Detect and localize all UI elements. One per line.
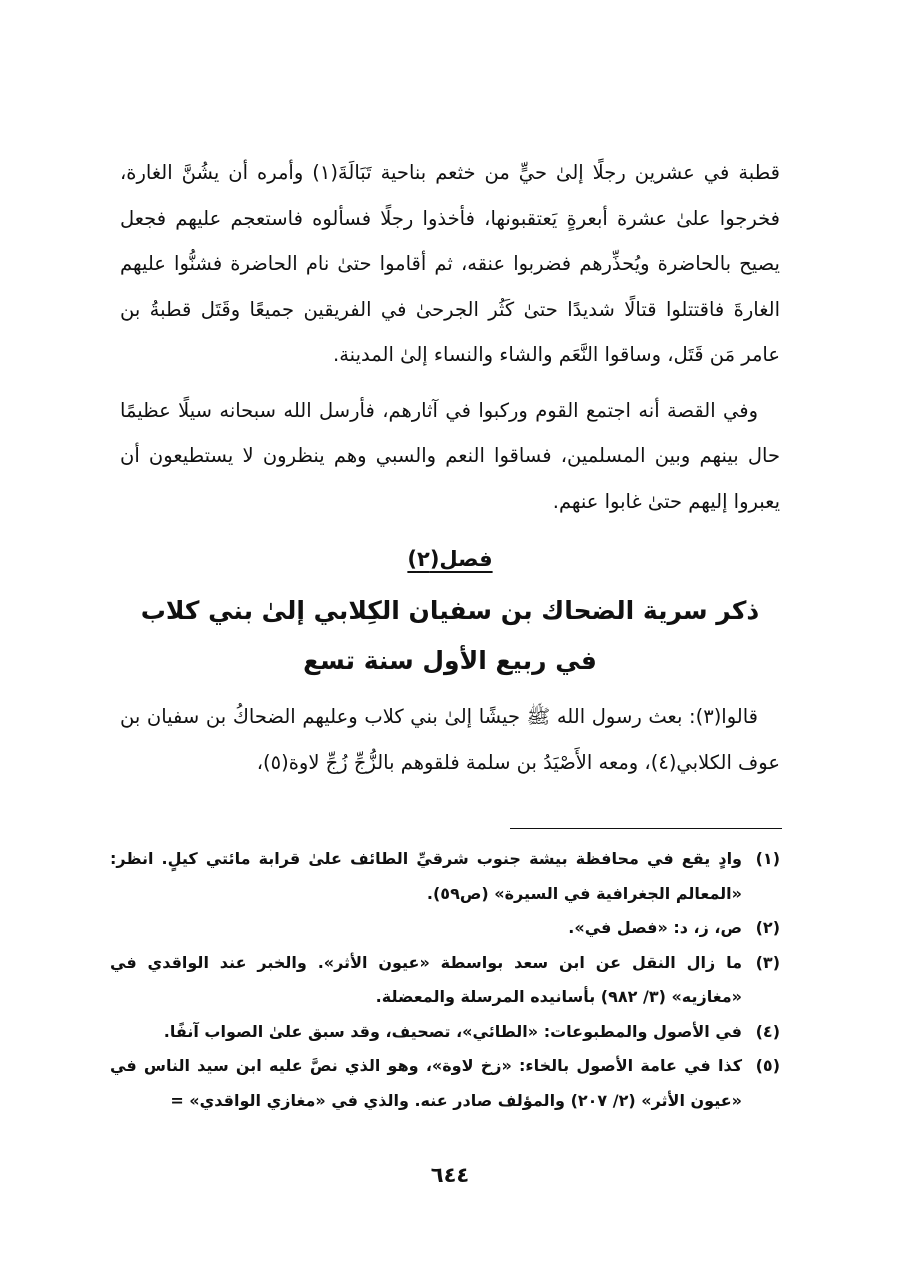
section-title-line-1: ذكر سرية الضحاك بن سفيان الكِلابي إلىٰ بني كلاب xyxy=(140,596,760,625)
paragraph-3: قالوا(٣): بعث رسول الله ﷺ جيشًا إلىٰ بني كلاب وعليهم الضحاكُ بن سفيان بن عوف الكلابي(٤)، ومعه الأَصْيَدُ بن سلمة فلقوهم بالزُّجِّ زُجِّ لاوة(٥)، xyxy=(120,705,780,774)
footnote-5 xyxy=(110,1049,780,1118)
footnote-number: (٥) xyxy=(755,1056,780,1075)
footnote-number: (٢) xyxy=(755,918,780,937)
page-number: ٦٤٤ xyxy=(430,1163,470,1187)
footnote-2 xyxy=(110,911,780,946)
footnote-3 xyxy=(110,946,780,1015)
footnote-number: (٤) xyxy=(755,1021,780,1041)
footnote-text: وادٍ يقع في محافظة بيشة جنوب شرقيِّ الطائف علىٰ قرابة مائتي كيلٍ. انظر: «المعالم الجغرافية في السيرة» (ص٥٩). xyxy=(110,849,742,903)
main-text xyxy=(120,150,780,785)
paragraph-2: وفي القصة أنه اجتمع القوم وركبوا في آثارهم، فأرسل الله سبحانه سيلًا عظيمًا حال بينهم وبين المسلمين، فساقوا النعم والسبي وهم ينظرون لا يستطيعون أن يعبروا إليهم حتىٰ غابوا عنهم. xyxy=(120,398,780,513)
footnote-divider xyxy=(510,828,782,829)
footnote-text: في الأصول والمطبوعات: «الطائي»، تصحيف، وقد سبق علىٰ الصواب آنفًا. xyxy=(163,1021,742,1041)
footnote-4 xyxy=(110,1015,780,1050)
footnote-text: ص، ز، د: «فصل في». xyxy=(568,918,742,937)
section-label: فصل(٢) xyxy=(407,547,493,571)
footnote-number: (٣) xyxy=(755,952,780,972)
footnote-text: كذا في عامة الأصول بالخاء: «زخ لاوة»، وهو الذي نصَّ عليه ابن سيد الناس في «عيون الأثر» (٢/ ٢٠٧) والمؤلف صادر عنه. والذي في «مغازي الواقدي» = xyxy=(110,1056,742,1110)
section-title-line-2: في ربيع الأول سنة تسع xyxy=(303,646,597,675)
footnote-1 xyxy=(110,842,780,911)
footnotes xyxy=(110,842,780,1118)
footnote-text: ما زال النقل عن ابن سعد بواسطة «عيون الأثر». والخبر عند الواقدي في «مغازيه» (٣/ ٩٨٢) بأسانيده المرسلة والمعضلة. xyxy=(110,952,742,1006)
paragraph-1: قطبة في عشرين رجلًا إلىٰ حيٍّ من خثعم بناحية تَبَالَةَ(١) وأمره أن يشُنَّ الغارة، فخرجوا علىٰ عشرة أبعرةٍ يَعتقبونها، فأخذوا رجلًا فسألوه فاستعجم عليهم فجعل يصيح بالحاضرة ويُحذِّرهم فضربوا عنقه، ثم أقاموا حتىٰ نام الحاضرة فشنُّوا عليهم الغارةَ فاقتتلوا قتالًا شديدًا حتىٰ كَثُر الجرحىٰ في الفريقين جميعًا وقَتَل قطبةُ بن عامر مَن قَتَل، وساقوا النَّعَم والشاء والنساء إلىٰ المدينة. xyxy=(120,161,781,366)
footnote-number: (١) xyxy=(755,849,780,868)
